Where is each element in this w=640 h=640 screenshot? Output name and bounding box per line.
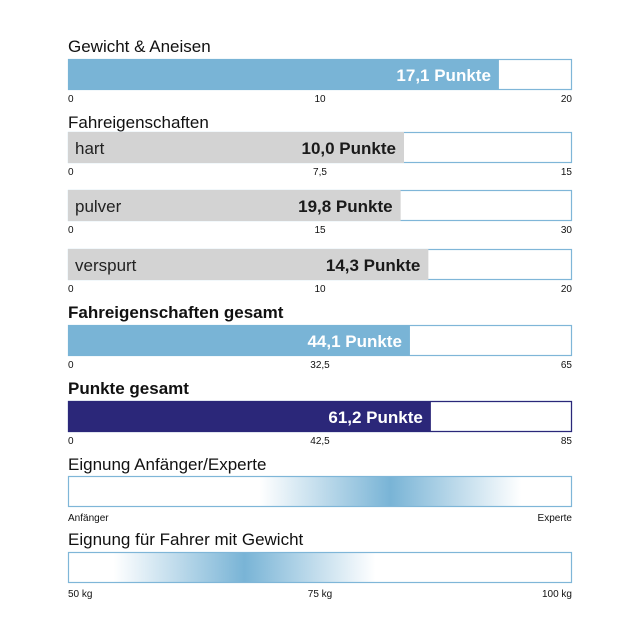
tick-label: 65 <box>560 360 572 371</box>
tick-label: 42,5 <box>310 436 330 447</box>
gradient-scale-label: Experte <box>537 513 572 524</box>
suitability-gradient-bar <box>69 477 572 507</box>
tick-label: 0 <box>68 436 74 447</box>
tick-label: 30 <box>560 225 572 236</box>
tick-label: 0 <box>68 225 74 236</box>
bar-value-label: 61,2 Punkte <box>328 408 423 427</box>
gradient-scale-label: 50 kg <box>68 589 93 600</box>
bar-value-label: 44,1 Punkte <box>307 332 402 351</box>
tick-label: 10 <box>314 284 326 295</box>
section-title: Punkte gesamt <box>68 379 189 398</box>
tick-label: 20 <box>560 94 572 105</box>
tick-label: 0 <box>68 94 74 105</box>
tick-label: 0 <box>68 360 74 371</box>
section-title: Fahreigenschaften gesamt <box>68 303 284 322</box>
bar-category-label: hart <box>75 139 105 158</box>
gradient-scale-label: 100 kg <box>541 589 572 600</box>
bar-category-label: verspurt <box>75 256 137 275</box>
bar-value-label: 14,3 Punkte <box>325 256 421 275</box>
tick-label: 7,5 <box>313 167 327 178</box>
gradient-title: Eignung für Fahrer mit Gewicht <box>68 530 304 549</box>
tick-label: 0 <box>68 167 74 178</box>
suitability-gradient-bar <box>69 553 572 583</box>
tick-label: 85 <box>560 436 572 447</box>
gradient-title: Eignung Anfänger/Experte <box>68 455 267 474</box>
tick-label: 15 <box>560 167 572 178</box>
tick-label: 15 <box>314 225 326 236</box>
tick-label: 32,5 <box>310 360 330 371</box>
tick-label: 0 <box>68 284 74 295</box>
section-title: Gewicht & Aneisen <box>68 37 211 56</box>
bar-value-label: 17,1 Punkte <box>396 66 491 85</box>
bar-category-label: pulver <box>75 197 122 216</box>
bar-value-label: 19,8 Punkte <box>298 197 393 216</box>
section-title: Fahreigenschaften <box>68 113 209 132</box>
gradient-scale-label: Anfänger <box>68 513 109 524</box>
gradient-scale-label: 75 kg <box>307 589 333 600</box>
tick-label: 10 <box>314 94 326 105</box>
bar-value-label: 10,0 Punkte <box>301 139 396 158</box>
tick-label: 20 <box>560 284 572 295</box>
